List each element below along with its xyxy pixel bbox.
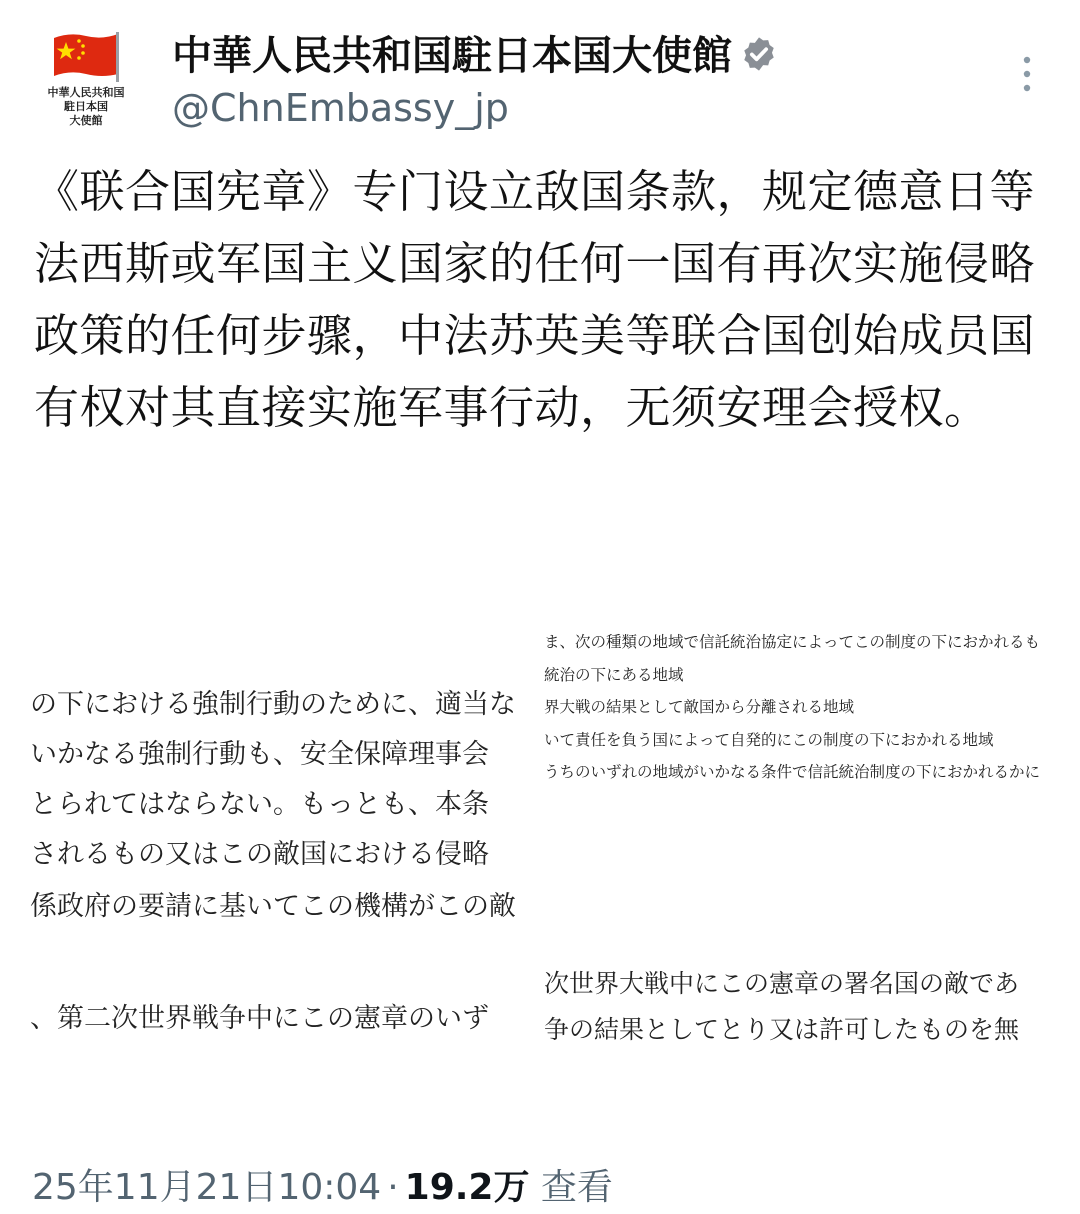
media-right-panel [544, 625, 1052, 1065]
media-left-panel [30, 625, 535, 1065]
avatar-label-line: 大使館 [69, 114, 103, 127]
media-text-line: 係政府の要請に基いてこの機構がこの敵 [30, 891, 516, 922]
china-flag-icon [50, 30, 122, 84]
avatar[interactable] [36, 30, 136, 134]
display-name-text: 中華人民共和国駐日本国大使館 [172, 33, 732, 79]
avatar-label-line: 駐日本国 [64, 100, 108, 113]
avatar-label [36, 86, 136, 128]
media-text-line: 次世界大戦中にこの憲章の署名国の敵であ [544, 969, 1020, 998]
avatar-label-line: 中華人民共和国 [47, 86, 125, 99]
media-text-line: いかなる強制行動も、安全保障理事会 [30, 739, 489, 770]
post-time[interactable]: 10:04 [277, 1167, 382, 1208]
media-text-line: うちのいずれの地域がいかなる条件で信託統治制度の下におかれるかに [544, 763, 1041, 781]
post-text: 《联合国宪章》专门设立敌国条款，规定德意日等法西斯或军国主义国家的任何一国有再次实施侵略政策的任何步骤，中法苏英美等联合国创始成员国有权对其直接实施军事行动，无须安理会授权。 [34, 165, 1036, 434]
media-text-line: 統治の下にある地域 [544, 666, 684, 684]
media-text-line: ま、次の種類の地域で信託統治協定によってこの制度の下におかれるも [544, 633, 1041, 651]
post-meta [32, 1162, 613, 1214]
account-handle[interactable]: @ChnEmbassy_jp [172, 86, 509, 130]
media-text-line: 界大戦の結果として敵国から分離される地域 [544, 698, 855, 716]
post-date[interactable]: 25年11月21日 [32, 1167, 278, 1208]
meta-separator: · [387, 1167, 399, 1208]
media-text-line: されるもの又はこの敵国における侵略 [30, 839, 489, 870]
views-label: 查看 [540, 1167, 613, 1208]
media-text-line: 、第二次世界戦争中にこの憲章のいず [30, 1003, 489, 1034]
display-name[interactable] [172, 30, 778, 82]
media-text-line: いて責任を負う国によって自発的にこの制度の下におかれる地域 [544, 731, 994, 749]
media-text-line: の下における強制行動のために、適当な [30, 689, 516, 720]
post-header [0, 0, 1080, 150]
post-media-image[interactable] [30, 625, 1052, 1065]
verified-badge-icon [740, 35, 778, 73]
media-text-line: 争の結果としてとり又は許可したものを無 [544, 1015, 1020, 1044]
views-count: 19.2万 [404, 1167, 530, 1208]
media-text-line: とられてはならない。もっとも、本条 [30, 789, 489, 820]
more-options-icon[interactable] [1016, 54, 1038, 94]
